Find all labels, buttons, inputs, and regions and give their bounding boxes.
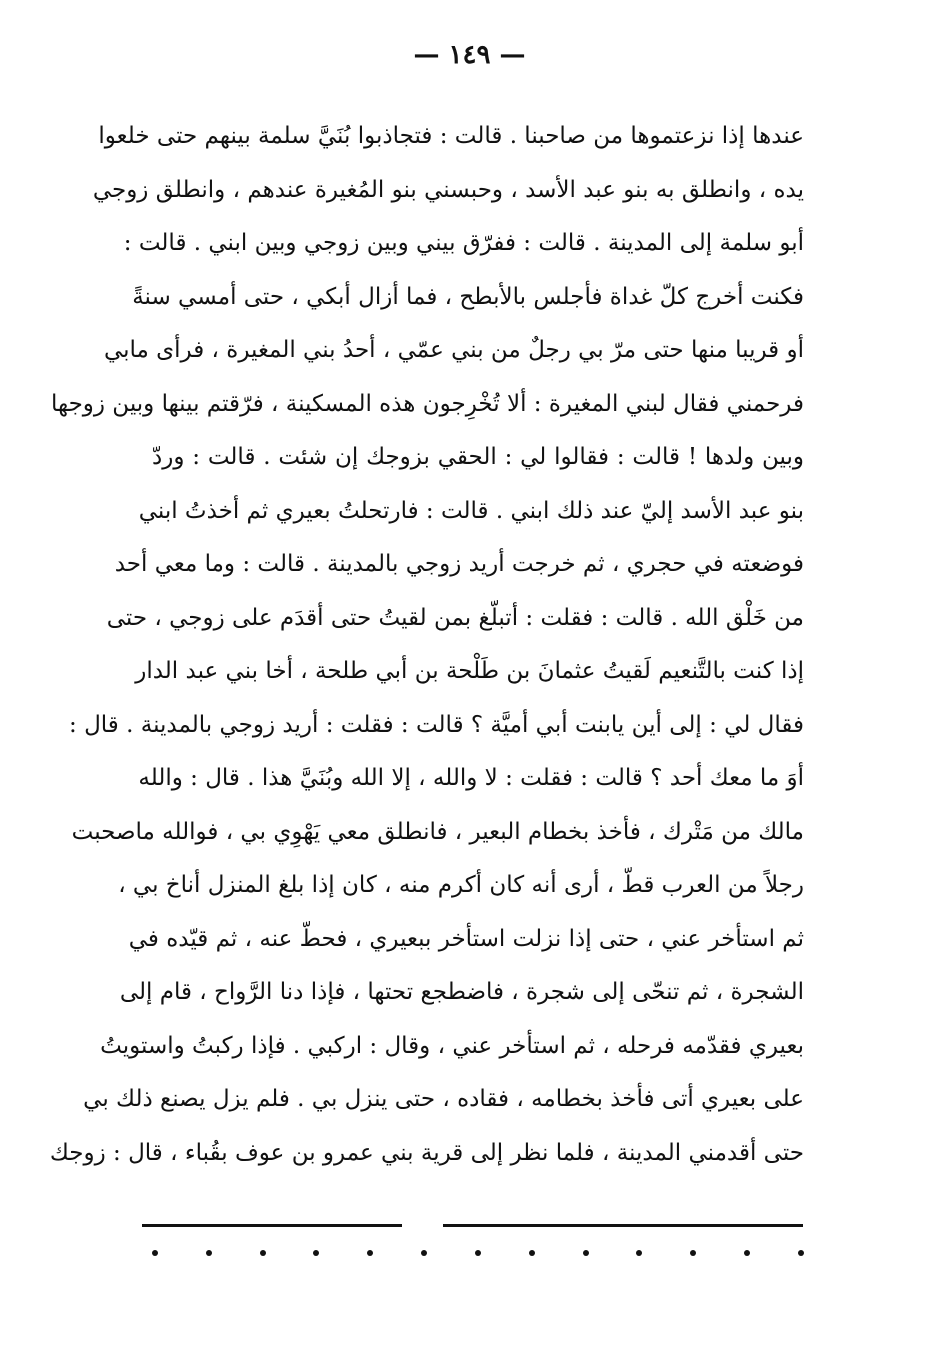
ornament-dot bbox=[152, 1250, 158, 1256]
text-line: على بعيري أتى فأخذ بخطامه ، فقاده ، حتى ينزل بي . فلم يزل يصنع ذلك بي bbox=[83, 1086, 804, 1112]
footer-dot-row bbox=[152, 1243, 804, 1263]
page-number: — ١٤٩ — bbox=[413, 40, 526, 70]
text-line: الشجرة ، ثم تنحّى إلى شجرة ، فاضطجع تحتها ، فإذا دنا الرَّواح ، قام إلى bbox=[119, 979, 804, 1005]
text-line: فرحمني فقال لبني المغيرة : ألا تُخْرِجون هذه المسكينة ، فرّقتم بينها وبين زوجها bbox=[50, 390, 804, 417]
text-line: إذا كنت بالتَّنعيم لَقيتُ عثمانَ بن طَلْحة بن أبي طلحة ، أخا بني عبد الدار bbox=[135, 658, 804, 684]
ornament-dot bbox=[798, 1250, 804, 1256]
text-line: أو قريبا منها حتى مرّ بي رجلٌ من بني عمّي ، أحدُ بني المغيرة ، فرأى مابي bbox=[103, 337, 804, 363]
text-line: فوضعته في حجري ، ثم خرجت أريد زوجي بالمدينة . قالت : وما معي أحد bbox=[114, 551, 804, 577]
text-line: ثم استأخر عني ، حتى إذا نزلت استأخر ببعيري ، فحطّ عنه ، ثم قيّده في bbox=[128, 925, 804, 952]
ornament-dot bbox=[636, 1250, 642, 1256]
text-line: أوَ ما معك أحد ؟ قالت : فقلت : لا والله ، إلا الله وبُنَيَّ هذا . قال : والله bbox=[138, 765, 804, 791]
text-line: بنو عبد الأسد إليّ عند ذلك ابني . قالت : فارتحلتُ بعيري ثم أخذتُ ابني bbox=[138, 497, 804, 524]
text-line: مالك من مَتْرك ، فأخذ بخطام البعير ، فانطلق معي يَهْوِي بي ، فوالله ماصحبت bbox=[71, 818, 804, 845]
ornament-dot bbox=[367, 1250, 373, 1256]
footer-rule-right bbox=[443, 1224, 803, 1227]
text-line: حتى أقدمني المدينة ، فلما نظر إلى قرية بني عمرو بن عوف بقُباء ، قال : زوجك bbox=[49, 1139, 804, 1166]
text-line: أبو سلمة إلى المدينة . قالت : ففرّق بيني وبين زوجي وبين ابني . قالت : bbox=[123, 230, 804, 256]
ornament-dot bbox=[475, 1250, 481, 1256]
ornament-dot bbox=[260, 1250, 266, 1256]
ornament-dot bbox=[313, 1250, 319, 1256]
ornament-dot bbox=[529, 1250, 535, 1256]
text-line: وبين ولدها ! قالت : فقالوا لي : الحقي بزوجك إن شئت . قالت : وردّ bbox=[152, 444, 804, 470]
ornament-dot bbox=[690, 1250, 696, 1256]
text-line: عندها إذا نزعتموها من صاحبنا . قالت : فتجاذبوا بُنَيَّ سلمة بينهم حتى خلعوا bbox=[98, 123, 804, 149]
text-line: من خَلْق الله . قالت : فقلت : أتبلّغ بمن لقيتُ حتى أقدَم على زوجي ، حتى bbox=[106, 604, 804, 631]
ornament-dot bbox=[206, 1250, 212, 1256]
ornament-dot bbox=[421, 1250, 427, 1256]
text-line: بعيري فقدّمه فرحله ، ثم استأخر عني ، وقال : اركبي . فإذا ركبتُ واستويتُ bbox=[100, 1032, 804, 1059]
footer-rule-left bbox=[142, 1224, 402, 1227]
ornament-dot bbox=[583, 1250, 589, 1256]
text-line: يده ، وانطلق به بنو عبد الأسد ، وحبسني بنو المُغيرة عندهم ، وانطلق زوجي bbox=[92, 176, 804, 203]
text-line: فقال لي : إلى أين يابنت أبي أميَّة ؟ قالت : فقلت : أريد زوجي بالمدينة . قال : bbox=[69, 711, 804, 738]
text-body bbox=[49, 110, 804, 1180]
ornament-dot bbox=[744, 1250, 750, 1256]
text-line: فكنت أخرج كلّ غداة فأجلس بالأبطح ، فما أزال أبكي ، حتى أمسي سنةً bbox=[132, 283, 804, 310]
text-line: رجلاً من العرب قطّ ، أرى أنه كان أكرم منه ، كان إذا بلغ المنزل أناخ بي ، bbox=[118, 872, 804, 898]
